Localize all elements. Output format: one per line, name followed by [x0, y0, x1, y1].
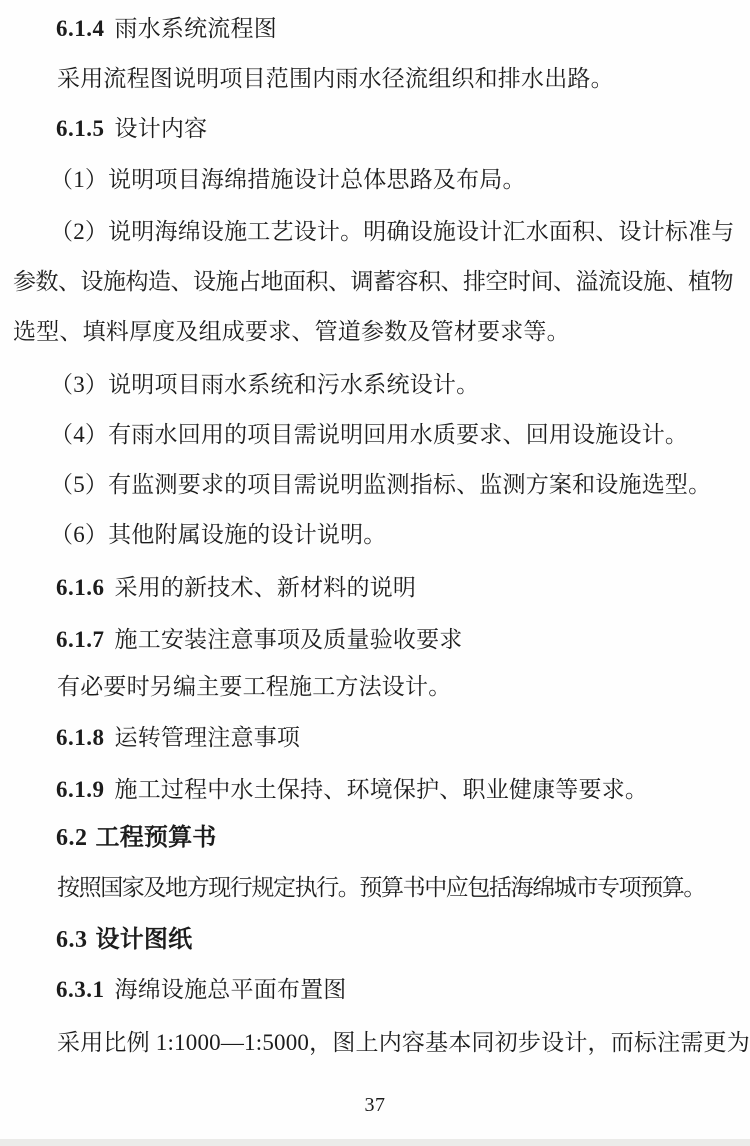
- list-item-text: （4）有雨水回用的项目需说明回用水质要求、回用设施设计。: [50, 422, 689, 447]
- list-item-2-cont-2: [13, 317, 570, 347]
- section-number: 6.1.7: [56, 627, 105, 652]
- section-number: 6.2: [56, 825, 88, 851]
- section-title: 雨水系统流程图: [114, 16, 277, 41]
- para-scale: [57, 1028, 750, 1058]
- list-item-text: （2）说明海绵设施工艺设计。明确设施设计汇水面积、设计标准与: [50, 219, 735, 244]
- list-item-text: （5）有监测要求的项目需说明监测指标、监测方案和设施选型。: [50, 472, 712, 497]
- section-title: 海绵设施总平面布置图: [114, 977, 347, 1002]
- paragraph-text: 采用比例 1:1000—1:5000，图上内容基本同初步设计，而标注需更为: [57, 1030, 750, 1055]
- section-number: 6.1.6: [56, 575, 105, 600]
- paragraph-text: 按照国家及地方现行规定执行。预算书中应包括海绵城市专项预算。: [57, 875, 706, 900]
- list-item-3: [50, 370, 479, 400]
- heading-6-2: [56, 823, 217, 853]
- section-title: 施工安装注意事项及质量验收要求: [114, 627, 463, 652]
- page-bottom-edge: [0, 1139, 750, 1146]
- heading-6-3-1: [56, 975, 347, 1005]
- list-item-6: [50, 520, 387, 550]
- heading-6-1-7: [56, 625, 463, 655]
- para-rainwater-flow: [57, 64, 614, 94]
- paragraph-text: 采用流程图说明项目范围内雨水径流组织和排水出路。: [57, 66, 614, 91]
- list-item-text: （1）说明项目海绵措施设计总体思路及布局。: [50, 167, 526, 192]
- section-number: 6.1.4: [56, 16, 105, 41]
- section-title: 施工过程中水土保持、环境保护、职业健康等要求。: [114, 777, 649, 802]
- list-item-1: [50, 165, 526, 195]
- list-item-2: [50, 217, 735, 247]
- heading-6-1-5: [56, 114, 207, 144]
- section-number: 6.3.1: [56, 977, 105, 1002]
- paragraph-text: 有必要时另编主要工程施工方法设计。: [57, 674, 452, 699]
- para-budget: [57, 873, 705, 903]
- list-item-text: 参数、设施构造、设施占地面积、调蓄容积、排空时间、溢流设施、植物: [13, 269, 733, 294]
- section-title: 工程预算书: [95, 825, 217, 851]
- heading-6-1-6: [56, 573, 416, 603]
- list-item-4: [50, 420, 688, 450]
- section-number: 6.1.9: [56, 777, 105, 802]
- section-number: 6.1.5: [56, 116, 105, 141]
- para-construction-method: [57, 672, 451, 702]
- section-number: 6.1.8: [56, 725, 105, 750]
- section-title: 设计图纸: [95, 927, 193, 953]
- heading-6-1-9: [56, 775, 648, 805]
- heading-6-1-4: [56, 14, 277, 44]
- page-number: 37: [364, 1094, 386, 1116]
- heading-6-1-8: [56, 723, 300, 753]
- list-item-text: 选型、填料厚度及组成要求、管道参数及管材要求等。: [13, 319, 570, 344]
- list-item-text: （6）其他附属设施的设计说明。: [50, 522, 387, 547]
- section-number: 6.3: [56, 927, 88, 953]
- section-title: 运转管理注意事项: [114, 725, 301, 750]
- section-title: 设计内容: [114, 116, 208, 141]
- list-item-2-cont-1: [13, 267, 733, 297]
- list-item-5: [50, 470, 711, 500]
- heading-6-3: [56, 925, 192, 955]
- section-title: 采用的新技术、新材料的说明: [114, 575, 417, 600]
- list-item-text: （3）说明项目雨水系统和污水系统设计。: [50, 372, 480, 397]
